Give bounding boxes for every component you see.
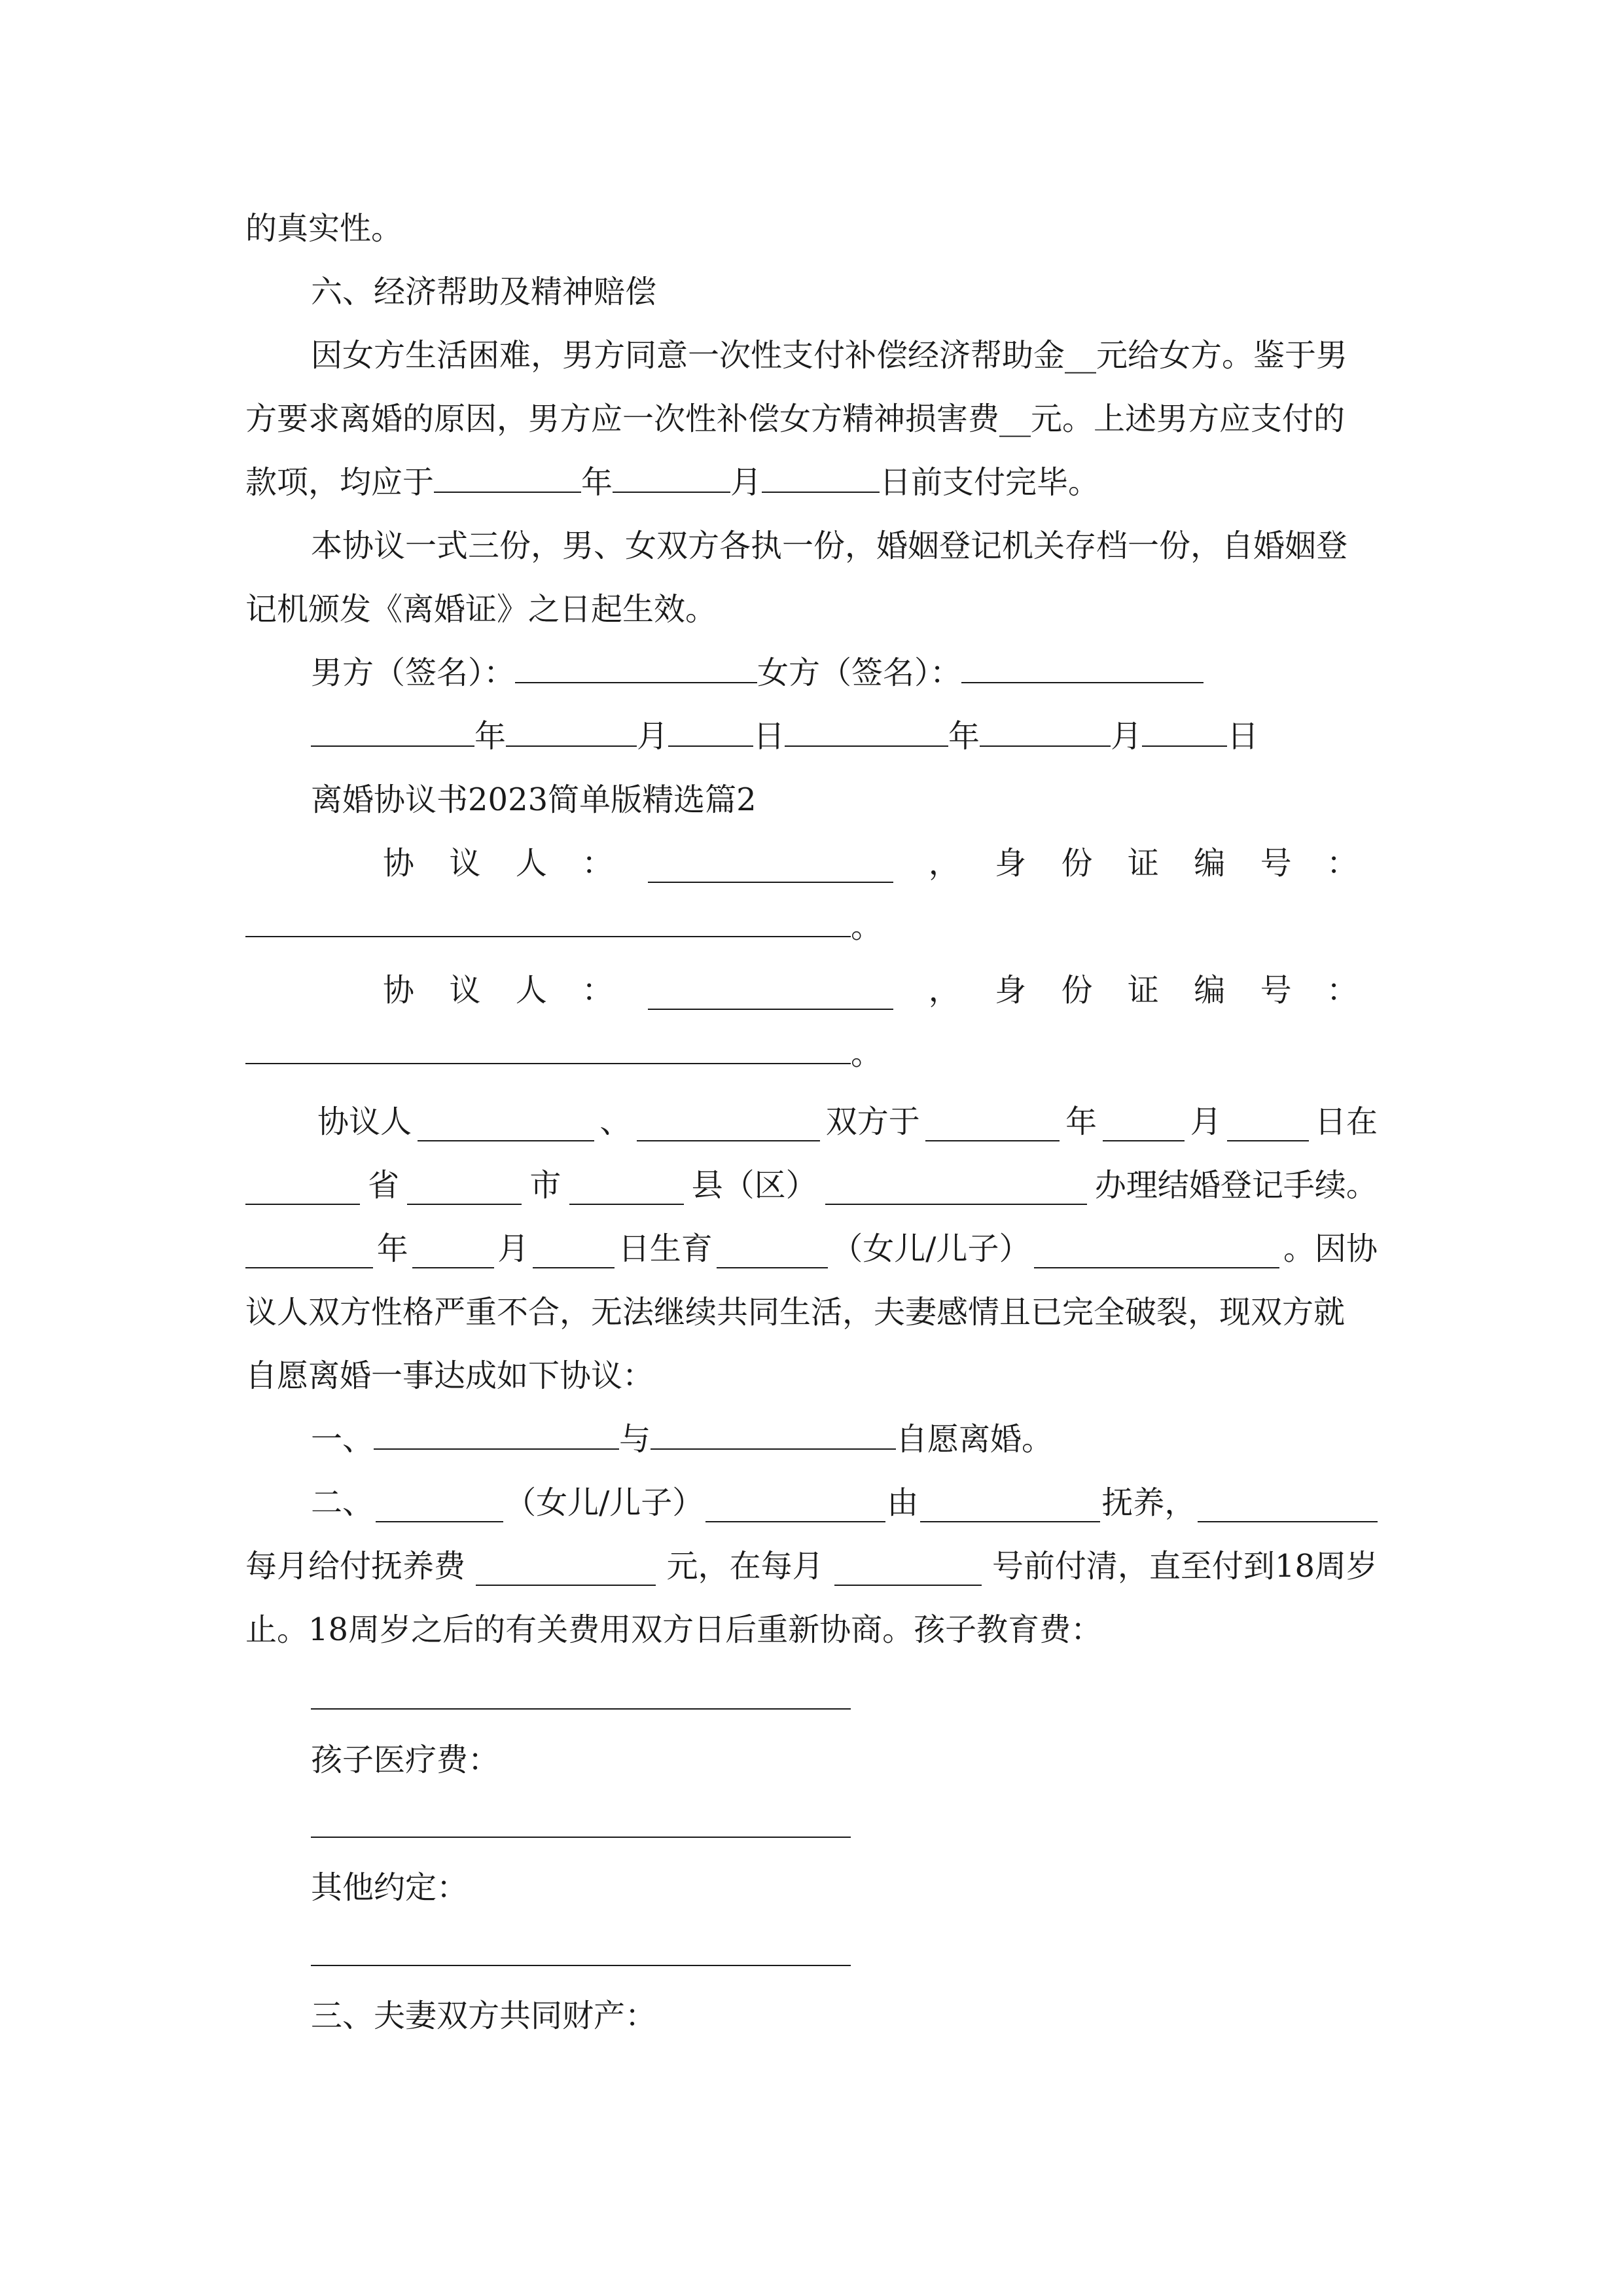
char: ： [582, 845, 614, 882]
id-number-line [245, 895, 1378, 959]
other-terms-label [311, 1856, 1443, 1920]
line-text: 办理结婚登记手续。 [1094, 1167, 1378, 1204]
text-line [245, 387, 1378, 451]
party-name-blank[interactable] [648, 971, 893, 1010]
payer-blank[interactable] [1198, 1483, 1378, 1522]
support-payment-line [245, 1534, 1378, 1598]
section-heading [311, 260, 1443, 324]
male-signature-label: 男方（签名）： [311, 655, 516, 691]
child-name-blank[interactable] [1034, 1229, 1279, 1268]
line-text: 号前付清，直至付到18周岁 [991, 1548, 1378, 1585]
line-text: （女儿/儿子） [831, 1230, 1031, 1267]
char: 号 [1260, 972, 1292, 1009]
party-name-blank[interactable] [648, 844, 893, 883]
month-blank[interactable] [613, 454, 730, 493]
line-text: 元，在每月 [666, 1548, 824, 1585]
text-line [245, 1598, 1378, 1662]
county-blank[interactable] [569, 1166, 684, 1205]
char: 协 [383, 845, 415, 882]
text-line [245, 577, 1378, 641]
day-label: 日 [753, 718, 785, 755]
medical-fee-blank[interactable] [311, 1837, 851, 1838]
year-blank[interactable] [925, 1102, 1060, 1141]
line-text: 议人双方性格严重不合，无法继续共同生活，夫妻感情且已完全破裂，现双方就 [245, 1294, 1346, 1331]
section-heading [311, 1984, 1443, 2048]
payment-deadline-line [245, 450, 1378, 514]
char: 协 [383, 972, 415, 1009]
id-number-line [245, 1022, 1378, 1086]
day-blank[interactable] [1142, 708, 1227, 747]
id-number-blank[interactable] [245, 1025, 851, 1064]
char: ， [928, 972, 960, 1009]
line-text: 日前支付完毕。 [880, 464, 1100, 501]
text-line [311, 323, 1378, 387]
period: 。 [851, 908, 883, 945]
province-label: 省 [368, 1167, 400, 1204]
clause-number: 一、 [311, 1421, 374, 1458]
month-blank[interactable] [506, 708, 637, 747]
male-signature-blank[interactable] [515, 644, 757, 683]
line-text: 协议人 [317, 1103, 412, 1140]
line-text: 由 [887, 1484, 919, 1521]
heading-text: 三、夫妻双方共同财产： [311, 1998, 657, 2034]
line-text: 孩子医疗费： [311, 1742, 500, 1778]
line-text: 因女方生活困难，男方同意一次性支付补偿经济帮助金__元给女方。鉴于男 [311, 337, 1348, 374]
line-text: 其他约定： [311, 1869, 469, 1906]
county-label: 县（区） [691, 1167, 817, 1204]
medical-fee-label [311, 1728, 1443, 1792]
char: 议 [449, 972, 481, 1009]
line-text: 自愿离婚。 [896, 1421, 1054, 1458]
line-text: （女儿/儿子） [505, 1484, 704, 1521]
other-terms-blank[interactable] [311, 1965, 851, 1966]
day-blank[interactable] [533, 1229, 615, 1268]
child-count-blank[interactable] [717, 1229, 828, 1268]
separator: 、 [599, 1103, 632, 1140]
year-blank[interactable] [245, 1229, 373, 1268]
month-blank[interactable] [980, 708, 1111, 747]
line-text: 的真实性。 [245, 210, 403, 247]
custodian-blank[interactable] [920, 1483, 1100, 1522]
char: 人 [515, 972, 547, 1009]
text-line [245, 1280, 1378, 1344]
char: ， [928, 845, 960, 882]
signature-line [311, 641, 1443, 705]
char: 人 [515, 845, 547, 882]
month-label: 月 [497, 1230, 529, 1267]
party-b-blank[interactable] [651, 1410, 896, 1450]
year-blank[interactable] [434, 454, 581, 493]
month-label: 月 [637, 718, 669, 755]
province-blank[interactable] [245, 1166, 360, 1205]
id-number-blank[interactable] [245, 898, 851, 937]
signature-date-line [311, 704, 1443, 768]
line-text: 。因协 [1283, 1230, 1378, 1267]
month-label: 月 [1111, 718, 1143, 755]
line-text: 止。18周岁之后的有关费用双方日后重新协商。孩子教育费： [245, 1611, 1103, 1648]
child-name-blank[interactable] [705, 1483, 885, 1522]
marriage-date-line [317, 1090, 1378, 1154]
line-text: 日在 [1314, 1103, 1378, 1140]
month-label: 月 [1190, 1103, 1222, 1140]
clause-number: 二、 [311, 1484, 374, 1521]
char: 份 [1061, 845, 1093, 882]
female-signature-blank[interactable] [961, 644, 1204, 683]
line-text: 记机颁发《离婚证》之日起生效。 [245, 591, 717, 628]
clause-two-line [311, 1471, 1378, 1535]
char: 议 [449, 845, 481, 882]
period: 。 [851, 1035, 883, 1072]
month-blank[interactable] [1103, 1102, 1185, 1141]
clause-one-line [311, 1407, 1443, 1471]
title-text: 离婚协议书2023简单版精选篇2 [311, 781, 757, 818]
line-text: 本协议一式三份，男、女双方各执一份，婚姻登记机关存档一份，自婚姻登 [311, 528, 1348, 564]
child-birth-line [245, 1217, 1378, 1281]
char: 证 [1127, 972, 1159, 1009]
city-blank[interactable] [407, 1166, 522, 1205]
month-blank[interactable] [412, 1229, 494, 1268]
heading-text: 六、经济帮助及精神赔偿 [311, 274, 657, 310]
day-label: 日 [1227, 718, 1259, 755]
year-label: 年 [1065, 1103, 1097, 1140]
registration-place-line [245, 1153, 1378, 1217]
amount-blank[interactable] [476, 1547, 656, 1586]
line-text: 每月给付抚养费 [245, 1548, 466, 1585]
party-a-blank[interactable] [418, 1102, 594, 1141]
char: ： [1326, 845, 1358, 882]
char: 身 [995, 972, 1027, 1009]
char: ： [1326, 972, 1358, 1009]
char: 号 [1260, 845, 1292, 882]
child-count-blank[interactable] [376, 1483, 503, 1522]
education-fee-blank[interactable] [311, 1708, 851, 1710]
document-title [311, 768, 1443, 832]
day-blank[interactable] [1227, 1102, 1309, 1141]
day-blank[interactable] [762, 454, 880, 493]
text-line [311, 514, 1378, 578]
text-line [245, 1344, 1378, 1408]
month-label: 月 [730, 464, 762, 501]
text-line [245, 196, 1378, 260]
char: 证 [1127, 845, 1159, 882]
line-text: 日生育 [618, 1230, 713, 1267]
female-signature-label: 女方（签名）： [757, 655, 962, 691]
char: 编 [1194, 845, 1226, 882]
year-label: 年 [581, 464, 613, 501]
line-text: 与 [619, 1421, 651, 1458]
city-label: 市 [529, 1167, 562, 1204]
year-label: 年 [376, 1230, 408, 1267]
party-a-blank[interactable] [374, 1410, 619, 1450]
char: 编 [1194, 972, 1226, 1009]
line-text: 双方于 [825, 1103, 920, 1140]
char: 身 [995, 845, 1027, 882]
year-label: 年 [474, 718, 507, 755]
line-text: 方要求离婚的原因，男方应一次性补偿女方精神损害费__元。上述男方应支付的 [245, 401, 1346, 437]
year-blank[interactable] [311, 708, 474, 747]
year-blank[interactable] [785, 708, 948, 747]
line-text: 款项，均应于 [245, 464, 435, 501]
line-text: 自愿离婚一事达成如下协议： [245, 1357, 654, 1394]
party-id-line [383, 831, 1358, 895]
office-blank[interactable] [825, 1166, 1087, 1205]
party-id-line [383, 958, 1358, 1022]
line-text: 抚养， [1101, 1484, 1196, 1521]
day-blank[interactable] [834, 1547, 982, 1586]
day-blank[interactable] [668, 708, 753, 747]
char: 份 [1061, 972, 1093, 1009]
year-label: 年 [948, 718, 980, 755]
char: ： [582, 972, 614, 1009]
party-b-blank[interactable] [637, 1102, 820, 1141]
